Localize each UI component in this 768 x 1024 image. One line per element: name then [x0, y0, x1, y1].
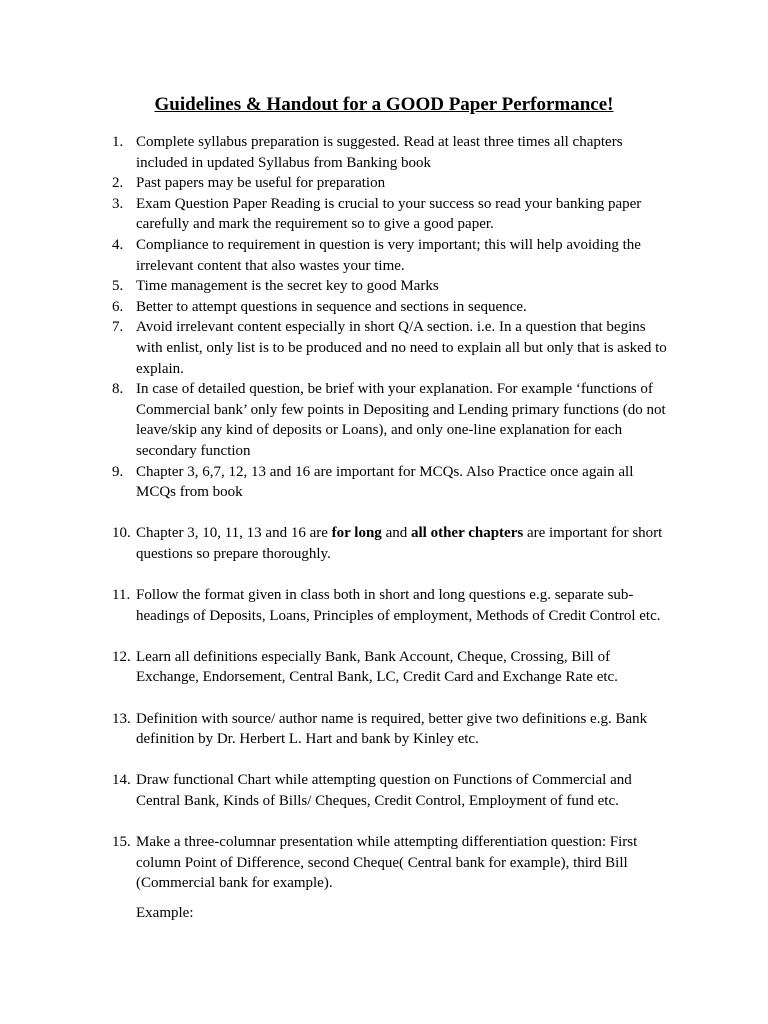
list-item	[112, 317, 674, 379]
item-text: Make a three-columnar presentation while attempting differentiation question: First column Point of Difference, second Cheque( Central bank for example), third Bill (Commercial bank for example).	[136, 834, 638, 892]
item-number: 10.	[112, 525, 131, 542]
bold-segment: all other chapters	[410, 525, 524, 542]
item-text: Compliance to requirement in question is very important; this will help avoiding the irrelevant content that also wastes your time.	[136, 236, 641, 274]
list-item	[112, 585, 674, 626]
list-item	[112, 770, 674, 811]
item-number: 12.	[112, 648, 131, 665]
list-item	[112, 297, 674, 318]
item-text: Better to attempt questions in sequence and sections in sequence.	[136, 298, 527, 315]
item-text: Chapter 3, 6,7, 12, 13 and 16 are important for MCQs. Also Practice once again all MCQs from book	[136, 463, 634, 501]
page-title: Guidelines & Handout for a GOOD Paper Performance!	[154, 94, 614, 115]
item-number: 2.	[112, 175, 124, 192]
list-item	[112, 132, 674, 173]
bold-segment: for long	[331, 525, 382, 542]
example-label: Example:	[136, 905, 194, 921]
guidelines-list	[112, 132, 674, 894]
item-number: 9.	[112, 463, 124, 480]
item-text: Avoid irrelevant content especially in short Q/A section. i.e. In a question that begins with enlist, only list is to be produced and no need to explain all but only that is asked to explain.	[136, 319, 667, 377]
item-text	[136, 525, 662, 562]
item-number: 4.	[112, 236, 124, 253]
item-number: 11.	[112, 587, 131, 604]
item-number: 5.	[112, 278, 124, 295]
item-number: 14.	[112, 772, 131, 789]
list-item	[112, 523, 674, 564]
list-item	[112, 194, 674, 235]
text-segment: Chapter 3, 10, 11, 13 and 16 are	[136, 525, 332, 542]
item-text: Complete syllabus preparation is suggested. Read at least three times all chapters included in updated Syllabus from Banking book	[136, 134, 623, 171]
item-text: Past papers may be useful for preparation	[136, 175, 386, 192]
item-text: Draw functional Chart while attempting question on Functions of Commercial and Central Bank, Kinds of Bills/ Cheques, Credit Control, Employment of fund etc.	[136, 772, 632, 809]
list-item	[112, 709, 674, 750]
item-number: 7.	[112, 319, 124, 336]
item-number: 13.	[112, 710, 131, 727]
text-segment: and	[381, 525, 411, 542]
list-item	[112, 235, 674, 276]
item-number: 15.	[112, 834, 131, 851]
list-item	[112, 647, 674, 688]
list-item	[112, 832, 674, 894]
item-text: Learn all definitions especially Bank, Bank Account, Cheque, Crossing, Bill of Exchange, Endorsement, Central Bank, LC, Credit Card and Exchange Rate etc.	[136, 648, 618, 686]
list-item	[112, 462, 674, 503]
text-segment: are important for short questions so prepare thoroughly.	[136, 525, 663, 562]
item-text: Exam Question Paper Reading is crucial to your success so read your banking paper carefully and mark the requirement so to give a good paper.	[136, 195, 642, 233]
item-number: 3.	[112, 195, 124, 212]
list-item	[112, 379, 674, 461]
item-text: Follow the format given in class both in short and long questions e.g. separate sub-headings of Deposits, Loans, Principles of employment, Methods of Credit Control etc.	[136, 587, 661, 624]
item-text: Time management is the secret key to good Marks	[136, 278, 439, 295]
item-text: Definition with source/ author name is required, better give two definitions e.g. Bank definition by Dr. Herbert L. Hart and bank by Kinley etc.	[136, 710, 648, 748]
list-item	[112, 276, 674, 297]
item-text: In case of detailed question, be brief with your explanation. For example ‘functions of Commercial bank’ only few points in Depositing and Lending primary functions (do not leave/skip any kind of deposits or Loans), and only one-line explanation for each secondary function	[136, 381, 666, 459]
item-number: 8.	[112, 381, 124, 398]
item-number: 1.	[112, 134, 124, 150]
item-number: 6.	[112, 298, 124, 315]
list-item	[112, 173, 674, 194]
